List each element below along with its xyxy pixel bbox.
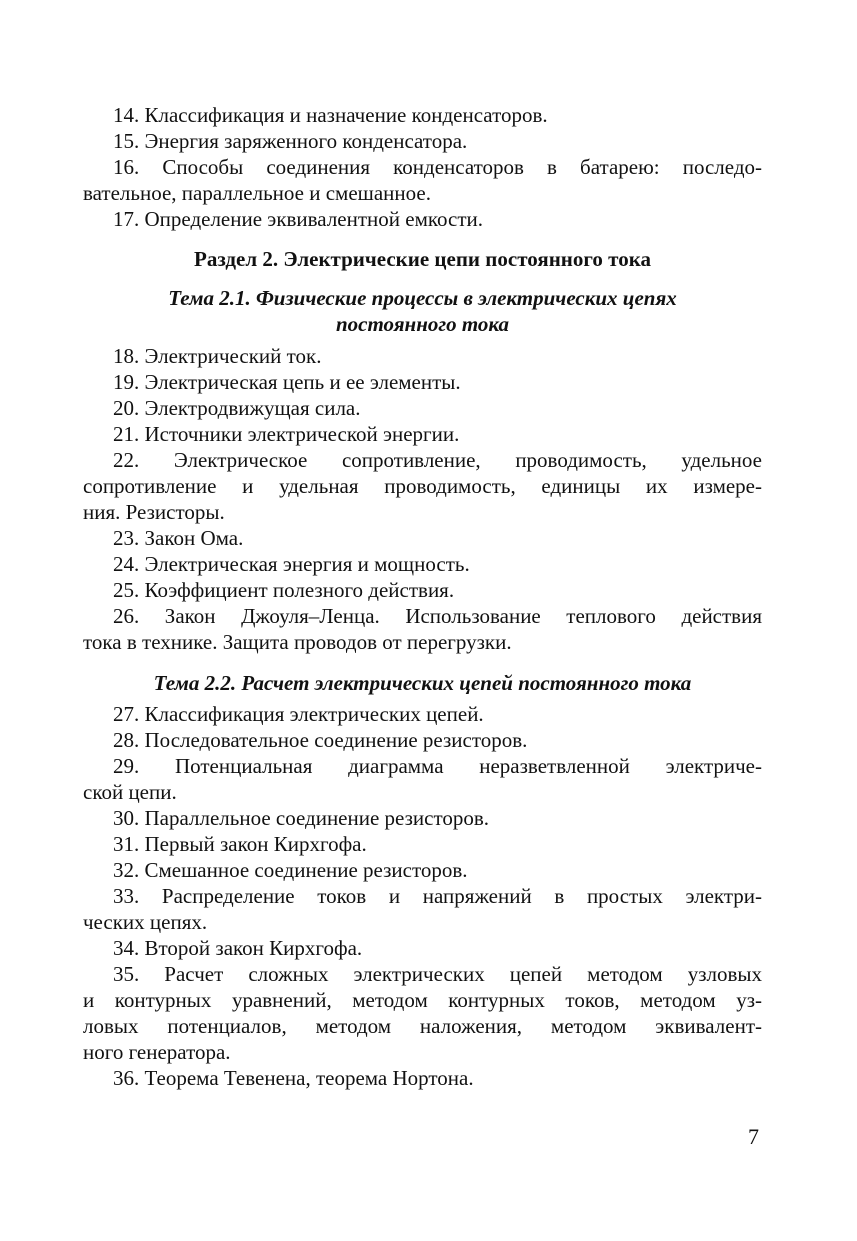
list-item <box>83 577 762 603</box>
text-line: 35. Расчет сложных электрических цепей методом узловых <box>113 962 762 986</box>
text-line: 36. Теорема Тевенена, теорема Нортона. <box>113 1066 474 1090</box>
text-line: 32. Смешанное соединение резисторов. <box>113 858 468 882</box>
list-item <box>83 206 762 232</box>
text-line: 33. Распределение токов и напряжений в простых электри- <box>113 884 762 908</box>
list-item <box>83 421 762 447</box>
page-number: 7 <box>748 1124 759 1149</box>
list-item <box>83 805 762 831</box>
text-line: вательное, параллельное и смешанное. <box>83 181 431 205</box>
text-line: 14. Классификация и назначение конденсаторов. <box>113 103 548 127</box>
text-line: 24. Электрическая энергия и мощность. <box>113 552 470 576</box>
text-line: 19. Электрическая цепь и ее элементы. <box>113 370 461 394</box>
list-tema-2-2 <box>83 701 762 1091</box>
list-item <box>83 701 762 727</box>
text-line: 23. Закон Ома. <box>113 526 244 550</box>
text-line: 16. Способы соединения конденсаторов в батарею: последо- <box>113 155 762 179</box>
text-line: 30. Параллельное соединение резисторов. <box>113 806 490 830</box>
text-line: 28. Последовательное соединение резисторов. <box>113 728 528 752</box>
list-item <box>83 343 762 369</box>
list-item <box>83 883 762 935</box>
list-item <box>83 961 762 1065</box>
text-line: ного генератора. <box>83 1040 231 1064</box>
list-item <box>83 935 762 961</box>
text-line: ческих цепях. <box>83 910 208 934</box>
text-line: ловых потенциалов, методом наложения, методом эквивалент- <box>83 1014 762 1038</box>
text-line: и контурных уравнений, методом контурных токов, методом уз- <box>83 988 762 1012</box>
list-item <box>83 857 762 883</box>
list-top <box>83 102 762 232</box>
text-line: 25. Коэффициент полезного действия. <box>113 578 455 602</box>
list-item <box>83 551 762 577</box>
text-line: сопротивление и удельная проводимость, единицы их измере- <box>83 474 762 498</box>
text-line: 29. Потенциальная диаграмма неразветвленной электриче- <box>113 754 762 778</box>
tema-title-line: постоянного тока <box>335 312 510 336</box>
list-tema-2-1 <box>83 343 762 655</box>
text-line: ния. Резисторы. <box>83 500 225 524</box>
text-line: 27. Классификация электрических цепей. <box>113 702 484 726</box>
list-item <box>83 395 762 421</box>
list-item <box>83 1065 762 1091</box>
text-line: ской цепи. <box>83 780 177 804</box>
page-body <box>83 102 762 1091</box>
tema-2-1-title <box>83 285 762 337</box>
list-item <box>83 447 762 525</box>
text-line: тока в технике. Защита проводов от перегрузки. <box>83 630 512 654</box>
list-item <box>83 727 762 753</box>
list-item <box>83 525 762 551</box>
list-item <box>83 102 762 128</box>
tema-2-2-title: Тема 2.2. Расчет электрических цепей постоянного тока <box>153 671 692 695</box>
section-title: Раздел 2. Электрические цепи постоянного тока <box>194 247 651 271</box>
text-line: 31. Первый закон Кирхгофа. <box>113 832 367 856</box>
list-item <box>83 603 762 655</box>
text-line: 20. Электродвижущая сила. <box>113 396 361 420</box>
text-line: 17. Определение эквивалентной емкости. <box>113 207 484 231</box>
text-line: 15. Энергия заряженного конденсатора. <box>113 129 468 153</box>
text-line: 26. Закон Джоуля–Ленца. Использование теплового действия <box>113 604 762 628</box>
tema-title-line: Тема 2.1. Физические процессы в электрических цепях <box>168 286 677 310</box>
text-line: 22. Электрическое сопротивление, проводимость, удельное <box>113 448 762 472</box>
text-line: 34. Второй закон Кирхгофа. <box>113 936 363 960</box>
list-item <box>83 128 762 154</box>
text-line: 18. Электрический ток. <box>113 344 322 368</box>
list-item <box>83 831 762 857</box>
list-item <box>83 154 762 206</box>
list-item <box>83 369 762 395</box>
text-line: 21. Источники электрической энергии. <box>113 422 460 446</box>
list-item <box>83 753 762 805</box>
